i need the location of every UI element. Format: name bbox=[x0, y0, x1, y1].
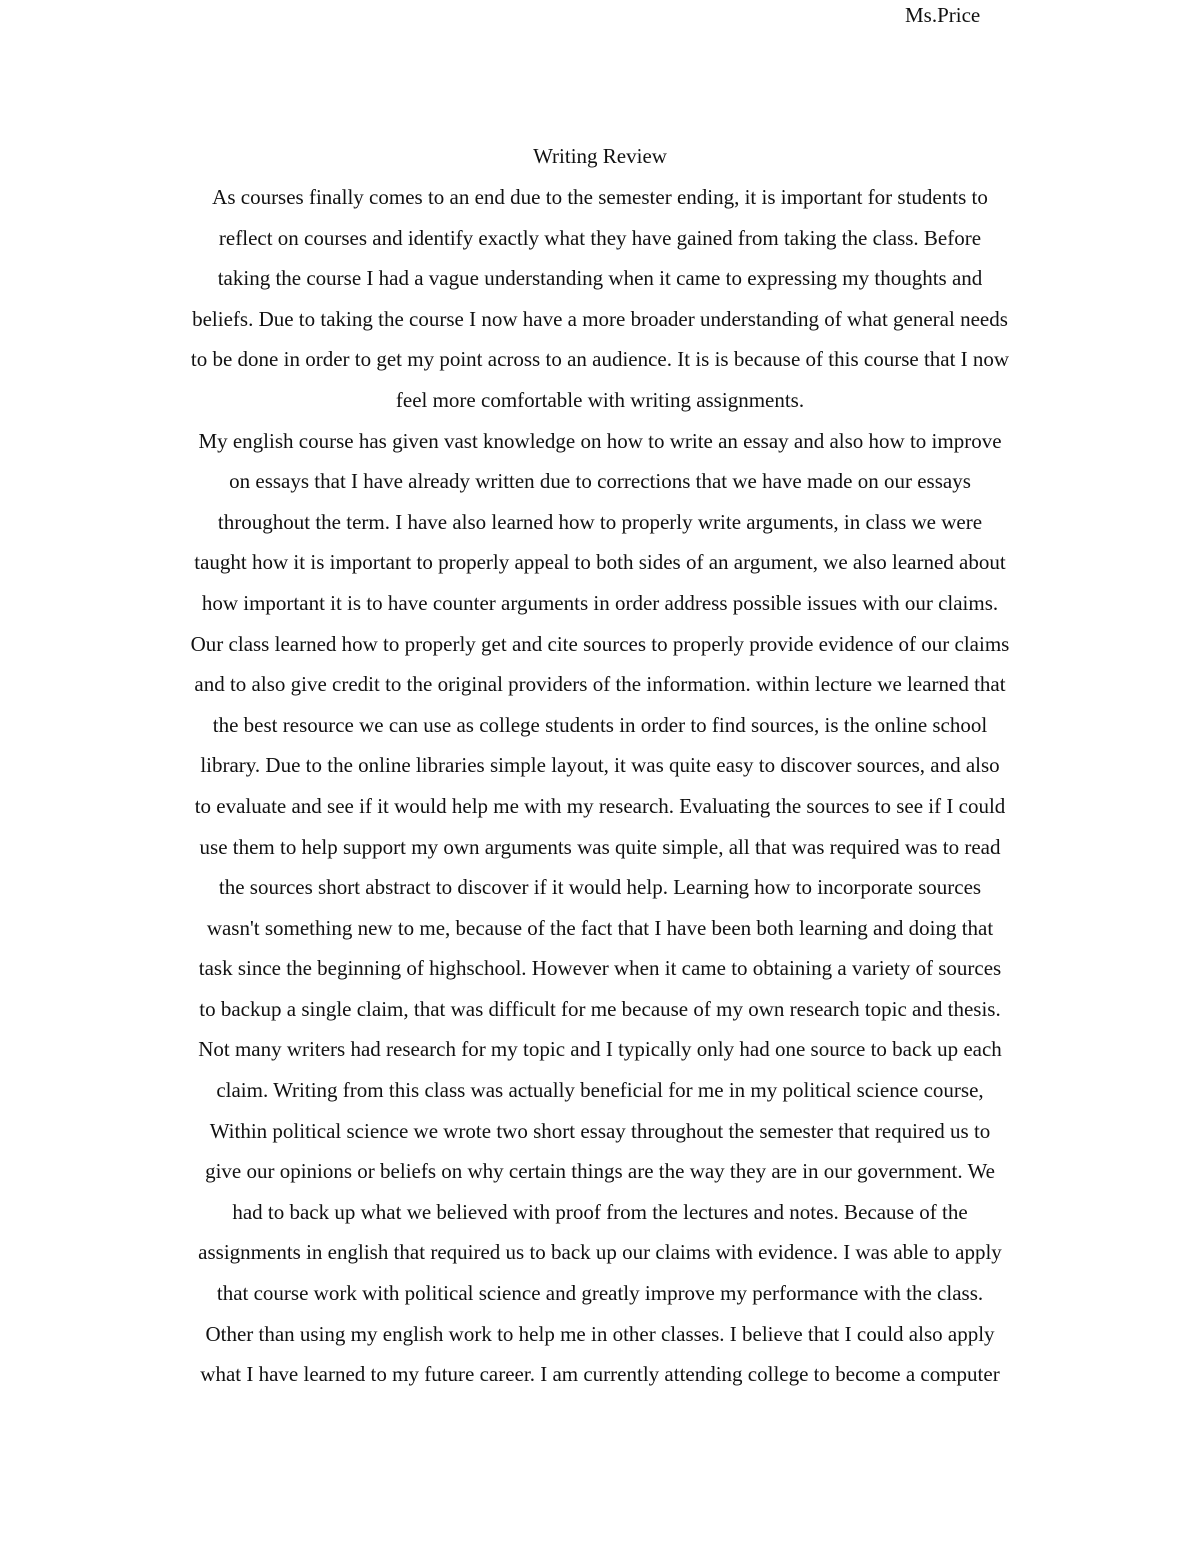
body-text-line: throughout the term. I have also learned how to properly write arguments, in class we were bbox=[217, 509, 983, 534]
body-text-line: As courses finally comes to an end due to the semester ending, it is important for students to bbox=[212, 185, 988, 209]
body-text-line: beliefs. Due to taking the course I now have a more broader understanding of what general needs bbox=[192, 306, 1008, 331]
body-text-line: claim. Writing from this class was actually beneficial for me in my political science course, bbox=[216, 1078, 984, 1103]
body-text-line: on essays that I have already written due to corrections that we have made on our essays bbox=[229, 469, 971, 494]
body-text-line: the sources short abstract to discover if it would help. Learning how to incorporate sources bbox=[218, 875, 982, 900]
body-text-line: assignments in english that required us to back up our claims with evidence. I was able to apply bbox=[198, 1240, 1002, 1265]
body-text-line: feel more comfortable with writing assignments. bbox=[395, 387, 805, 412]
body-text-line: had to back up what we believed with proof from the lectures and notes. Because of the bbox=[232, 1199, 968, 1224]
document-body bbox=[100, 182, 1100, 1400]
body-text-line: wasn't something new to me, because of the fact that I have been both learning and doing that bbox=[206, 915, 994, 940]
body-text-line: to be done in order to get my point across to an audience. It is is because of this course that I now bbox=[190, 347, 1010, 372]
document-title: Writing Review bbox=[533, 144, 667, 168]
body-text-line: give our opinions or beliefs on why certain things are the way they are in our government. We bbox=[205, 1159, 995, 1184]
body-text-line: use them to help support my own arguments was quite simple, all that was required was to read bbox=[199, 834, 1001, 859]
instructor-name: Ms.Price bbox=[905, 3, 981, 27]
body-text-line: how important it is to have counter arguments in order address possible issues with our claims. bbox=[201, 590, 999, 615]
body-text-line: library. Due to the online libraries simple layout, it was quite easy to discover sources, and also bbox=[200, 753, 1000, 778]
body-text-line: the best resource we can use as college students in order to find sources, is the online school bbox=[212, 712, 988, 737]
body-text-line: Other than using my english work to help me in other classes. I believe that I could also apply bbox=[205, 1321, 995, 1346]
body-text-line: task since the beginning of highschool. However when it came to obtaining a variety of sources bbox=[198, 956, 1002, 981]
body-text-line: taught how it is important to properly appeal to both sides of an argument, we also learned about bbox=[194, 550, 1006, 575]
body-text-line: and to also give credit to the original providers of the information. within lecture we learned that bbox=[194, 672, 1006, 697]
body-text-line: Not many writers had research for my topic and I typically only had one source to back up each bbox=[198, 1037, 1002, 1062]
body-text-line: My english course has given vast knowledge on how to write an essay and also how to improve bbox=[198, 428, 1002, 453]
body-text-line: to evaluate and see if it would help me with my research. Evaluating the sources to see if I could bbox=[194, 793, 1006, 818]
body-text-line: reflect on courses and identify exactly what they have gained from taking the class. Before bbox=[218, 225, 982, 250]
body-text-line: that course work with political science and greatly improve my performance with the class. bbox=[216, 1281, 984, 1306]
body-text-line: to backup a single claim, that was difficult for me because of my own research topic and thesis. bbox=[199, 996, 1001, 1021]
body-text-line: Our class learned how to properly get and cite sources to properly provide evidence of our claims bbox=[190, 631, 1010, 656]
body-text-line: what I have learned to my future career. I am currently attending college to become a computer bbox=[200, 1362, 1000, 1387]
body-text-line: taking the course I had a vague understanding when it came to expressing my thoughts and bbox=[217, 266, 983, 291]
body-text-line: Within political science we wrote two short essay throughout the semester that required us to bbox=[209, 1118, 991, 1143]
